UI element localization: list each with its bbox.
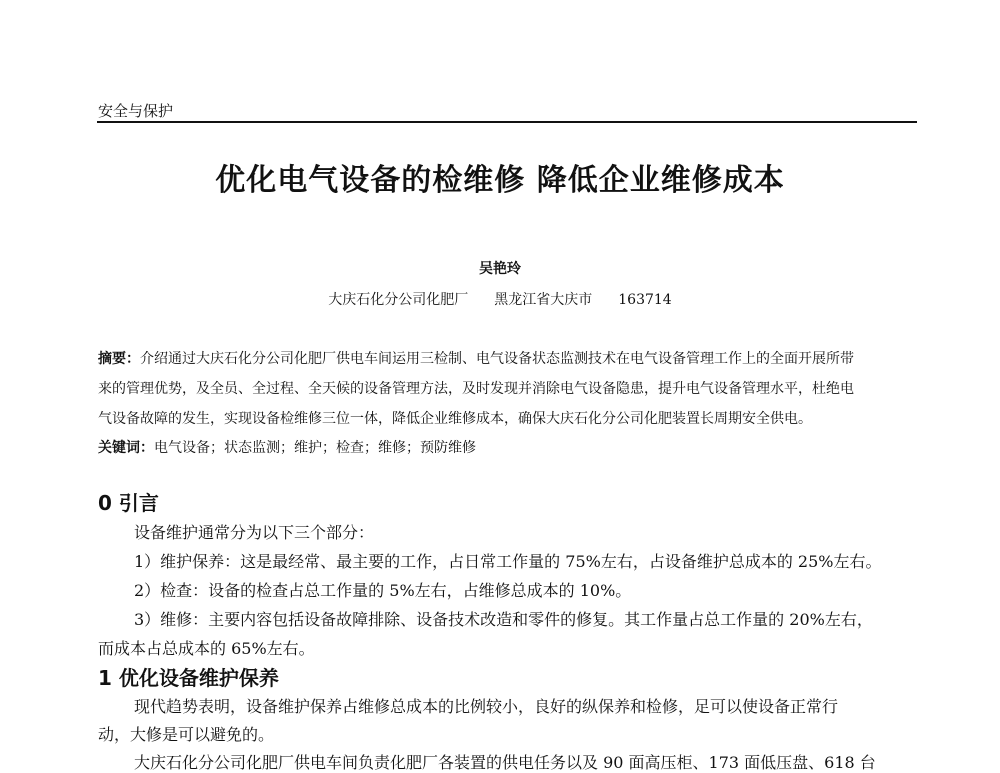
body-line: 大庆石化分公司化肥厂供电车间负责化肥厂各装置的供电任务以及 90 面高压柜、173 面低压盘、618 台: [134, 753, 876, 772]
abstract-text: 介绍通过大庆石化分公司化肥厂供电车间运用三检制、电气设备状态监测技术在电气设备管理工作上的全面开展所带: [140, 351, 854, 367]
body-line: 3）维修：主要内容包括设备故障排除、设备技术改造和零件的修复。其工作量占总工作量的 20%左右，: [134, 610, 873, 629]
body-line: 设备维护通常分为以下三个部分：: [134, 523, 375, 542]
abstract-label: 摘要：: [98, 351, 140, 367]
body-line: 现代趋势表明，设备维护保养占维修总成本的比例较小，良好的纵保养和检修，足可以使设备正常行: [134, 697, 839, 716]
author-name: 吴艳玲: [479, 261, 521, 277]
body-line: 2）检查：设备的检查占总工作量的 5%左右，占维修总成本的 10%。: [134, 581, 632, 600]
affiliation: [0, 289, 1000, 309]
body-line: 动，大修是可以避免的。: [98, 725, 275, 744]
section-heading: 1 优化设备维护保养: [98, 666, 279, 690]
keywords-text: 电气设备；状态监测；维护；检查；维修；预防维修: [154, 440, 476, 456]
keywords-line: [98, 437, 916, 457]
section-label: 安全与保护: [98, 102, 174, 120]
abstract-line: 来的管理优势，及全员、全过程、全天候的设备管理方法，及时发现并消除电气设备隐患，提升电气设备管理水平，杜绝电: [98, 381, 854, 397]
abstract-line: 气设备故障的发生，实现设备检维修三位一体，降低企业维修成本，确保大庆石化分公司化肥装置长周期安全供电。: [98, 411, 812, 427]
body-line: 而成本占总成本的 65%左右。: [98, 639, 315, 658]
body-line: 1）维护保养：这是最经常、最主要的工作，占日常工作量的 75%左右，占设备维护总成本的 25%左右。: [134, 552, 882, 571]
keywords-label: 关键词：: [98, 440, 154, 456]
abstract-line: [98, 348, 916, 368]
header-rule: [97, 121, 917, 123]
article-title: 优化电气设备的检维修 降低企业维修成本: [215, 163, 785, 198]
section-heading: 0 引言: [98, 491, 159, 515]
affiliation-location: 黑龙江省大庆市: [494, 292, 593, 308]
affiliation-org: 大庆石化分公司化肥厂: [328, 292, 469, 308]
affiliation-postcode: 163714: [618, 292, 672, 308]
